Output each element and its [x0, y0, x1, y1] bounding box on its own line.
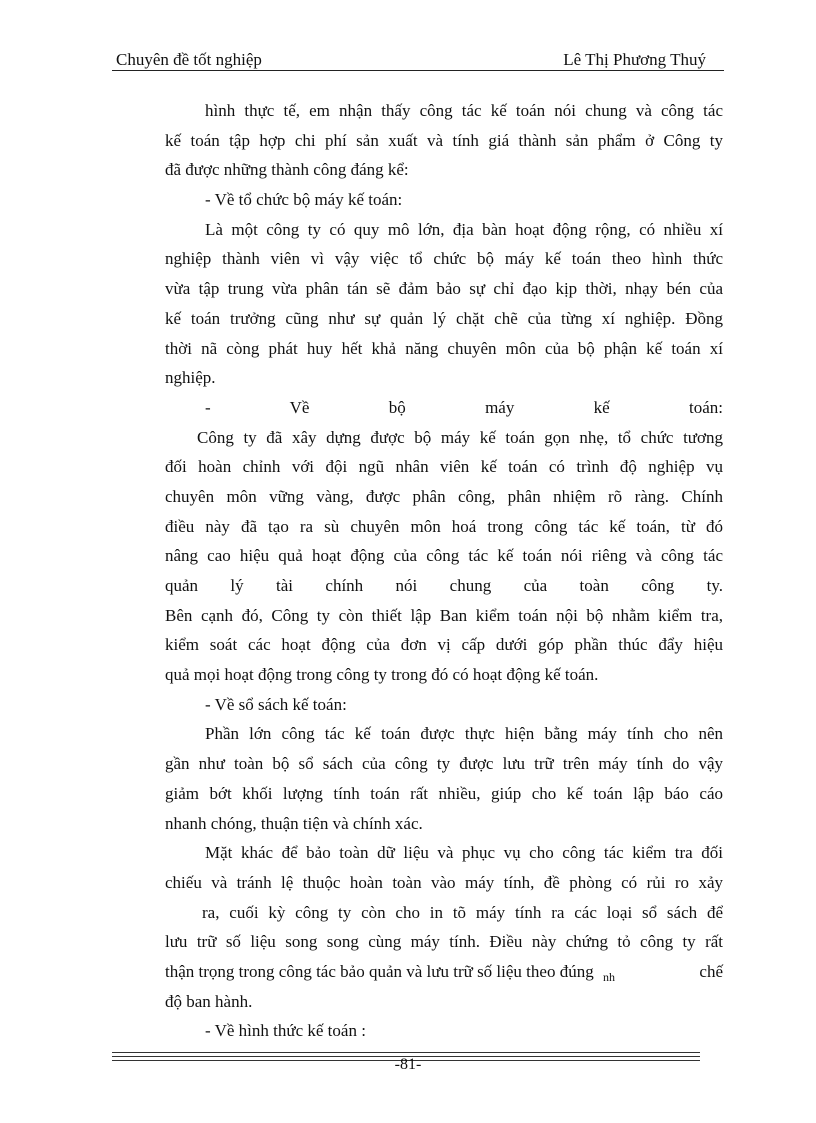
header-divider: [112, 70, 724, 71]
text-line: giảm bớt khối lượng tính toán rất nhiều, giúp cho kế toán lập báo cáo: [165, 783, 723, 803]
text-line: ra, cuối kỳ công ty còn cho in tõ máy tính ra các loại sổ sách để: [202, 902, 723, 922]
text-line: nghiệp.: [165, 368, 216, 388]
text-fragment: nh: [602, 969, 615, 984]
section-heading: - Về hình thức kế toán :: [205, 1021, 366, 1041]
text-line: nghiệp thành viên vì vậy việc tổ chức bộ máy kế toán theo hình thức: [165, 249, 723, 269]
text-line: nhanh chóng, thuận tiện và chính xác.: [165, 813, 423, 833]
footer-divider: [112, 1052, 700, 1053]
text-line-composite: [165, 957, 723, 987]
text-line: thận trọng trong công tác bảo quản và lưu trữ số liệu theo đúng: [165, 961, 594, 981]
text-line: thời nã còng phát huy hết khả năng chuyên môn của bộ phận kế toán xí: [165, 338, 723, 358]
text-line: chuyên môn vững vàng, được phân công, phân nhiệm rõ ràng. Chính: [165, 486, 723, 506]
text-line: Là một công ty có quy mô lớn, địa bàn hoạt động rộng, có nhiều xí: [205, 219, 723, 239]
text-line: kế toán trưởng cũng như sự quản lý chặt chẽ của từng xí nghiệp. Đồng: [165, 308, 723, 328]
section-heading: - Về tổ chức bộ máy kế toán:: [205, 190, 403, 210]
text-line: hình thực tế, em nhận thấy công tác kế toán nói chung và công tác: [205, 101, 723, 120]
text-fragment: chế: [699, 961, 723, 981]
text-line: Bên cạnh đó, Công ty còn thiết lập Ban kiểm toán nội bộ nhằm kiểm tra,: [165, 605, 723, 625]
text-line: Phần lớn công tác kế toán được thực hiện bằng máy tính cho nên: [205, 724, 723, 744]
text-line: quản lý tài chính nói chung của toàn công ty.: [165, 576, 723, 595]
page-header: [112, 46, 724, 70]
text-line: Công ty đã xây dựng được bộ máy kế toán gọn nhẹ, tổ chức tương: [197, 427, 723, 447]
text-line: điều này đã tạo ra sù chuyên môn hoá trong công tác kế toán, từ đó: [165, 516, 723, 536]
document-body: [165, 96, 723, 1046]
text-line: Mặt khác để bảo toàn dữ liệu và phục vụ cho công tác kiểm tra đối: [205, 843, 723, 863]
text-line: đã được những thành công đáng kể:: [165, 160, 409, 180]
text-line: vừa tập trung vừa phân tán sẽ đảm bảo sự chỉ đạo kịp thời, nhạy bén của: [165, 279, 723, 299]
header-title: Chuyên đề tốt nghiệp: [116, 50, 262, 69]
text-line: quả mọi hoạt động trong công ty trong đó có hoạt động kế toán.: [165, 665, 599, 685]
text-line: chiếu và tránh lệ thuộc hoàn toàn vào máy tính, đề phòng có rủi ro xảy: [165, 872, 723, 892]
section-heading: - Về sổ sách kế toán:: [205, 694, 347, 714]
text-line: nâng cao hiệu quả hoạt động của công tác kế toán nói riêng và công tác: [165, 546, 723, 566]
header-author: Lê Thị Phương Thuý: [563, 50, 706, 69]
text-line: lưu trữ số liệu song song cùng máy tính. Điều này chứng tỏ công ty rất: [165, 932, 723, 952]
text-line: kiểm soát các hoạt động của đơn vị cấp dưới góp phần thúc đẩy hiệu: [165, 635, 723, 655]
text-line: gần như toàn bộ sổ sách của công ty được lưu trữ trên máy tính do vậy: [165, 754, 723, 774]
text-line: độ ban hành.: [165, 991, 253, 1011]
text-line: đối hoàn chỉnh với đội ngũ nhân viên kế toán có trình độ nghiệp vụ: [165, 457, 723, 477]
page-number: -81-: [394, 1056, 422, 1073]
section-heading: - Về bộ máy kế toán:: [205, 397, 723, 417]
text-line: kế toán tập hợp chi phí sản xuất và tính giá thành sản phẩm ở Công ty: [165, 130, 723, 150]
